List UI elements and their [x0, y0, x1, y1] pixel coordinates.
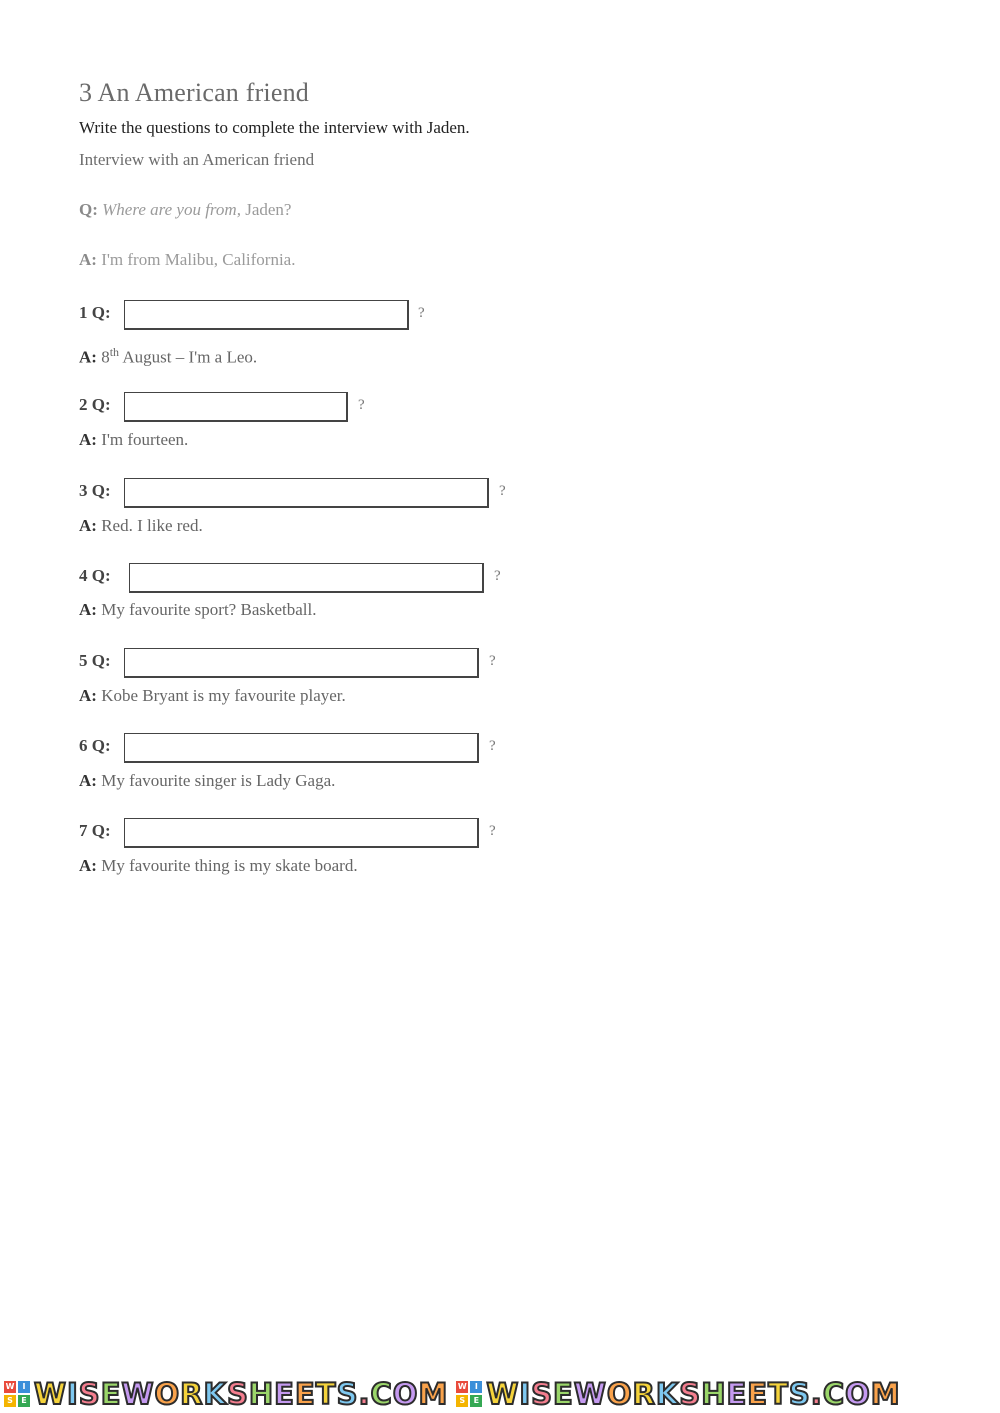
answer-2: A: I'm fourteen. — [79, 430, 189, 449]
example-q-rest: Jaden? — [240, 200, 292, 219]
example-a-label: A: — [79, 250, 97, 269]
brand-text: WISEWORKSHEETS.COM — [34, 1377, 449, 1411]
question-4-label: 4 Q: — [79, 566, 111, 585]
question-1-qmark: ? — [418, 305, 425, 321]
logo-squares-icon: W I S E — [456, 1381, 482, 1407]
page-title: 3 An American friend — [79, 78, 309, 107]
instruction: Write the questions to complete the interview with Jaden. — [79, 118, 470, 137]
answer-3: A: Red. I like red. — [79, 516, 203, 535]
footer-watermark — [0, 1375, 1000, 1413]
question-3-qmark: ? — [499, 483, 506, 499]
brand-logo-1 — [4, 1377, 448, 1411]
question-7-label: 7 Q: — [79, 821, 111, 840]
question-1-label: 1 Q: — [79, 303, 111, 322]
question-3-label: 3 Q: — [79, 481, 111, 500]
brand-text: WISEWORKSHEETS.COM — [486, 1377, 901, 1411]
example-q-label: Q: — [79, 200, 98, 219]
question-6-input[interactable] — [124, 733, 479, 763]
logo-squares-icon: W I S E — [4, 1381, 30, 1407]
question-4-qmark: ? — [494, 568, 501, 584]
question-3-input[interactable] — [124, 478, 489, 508]
answer-4: A: My favourite sport? Basketball. — [79, 600, 317, 619]
question-2-qmark: ? — [358, 397, 365, 413]
example-answer — [79, 250, 295, 270]
question-2-input[interactable] — [124, 392, 348, 422]
subtitle: Interview with an American friend — [79, 150, 315, 169]
question-7-qmark: ? — [489, 823, 496, 839]
question-4-input[interactable] — [129, 563, 484, 593]
answer-7: A: My favourite thing is my skate board. — [79, 856, 358, 875]
question-5-qmark: ? — [489, 653, 496, 669]
question-5-input[interactable] — [124, 648, 479, 678]
answer-6: A: My favourite singer is Lady Gaga. — [79, 771, 336, 790]
question-7-input[interactable] — [124, 818, 479, 848]
answer-1: A: 8th August – I'm a Leo. — [79, 345, 258, 367]
question-5-label: 5 Q: — [79, 651, 111, 670]
example-q-italic: Where are you from, — [102, 200, 241, 219]
example-a-text: I'm from Malibu, California. — [96, 250, 296, 269]
question-1-input[interactable] — [124, 300, 409, 330]
brand-logo-2 — [456, 1377, 900, 1411]
question-2-label: 2 Q: — [79, 395, 111, 414]
answer-5: A: Kobe Bryant is my favourite player. — [79, 686, 346, 705]
question-6-qmark: ? — [489, 738, 496, 754]
example-question — [79, 200, 291, 220]
question-6-label: 6 Q: — [79, 736, 111, 755]
